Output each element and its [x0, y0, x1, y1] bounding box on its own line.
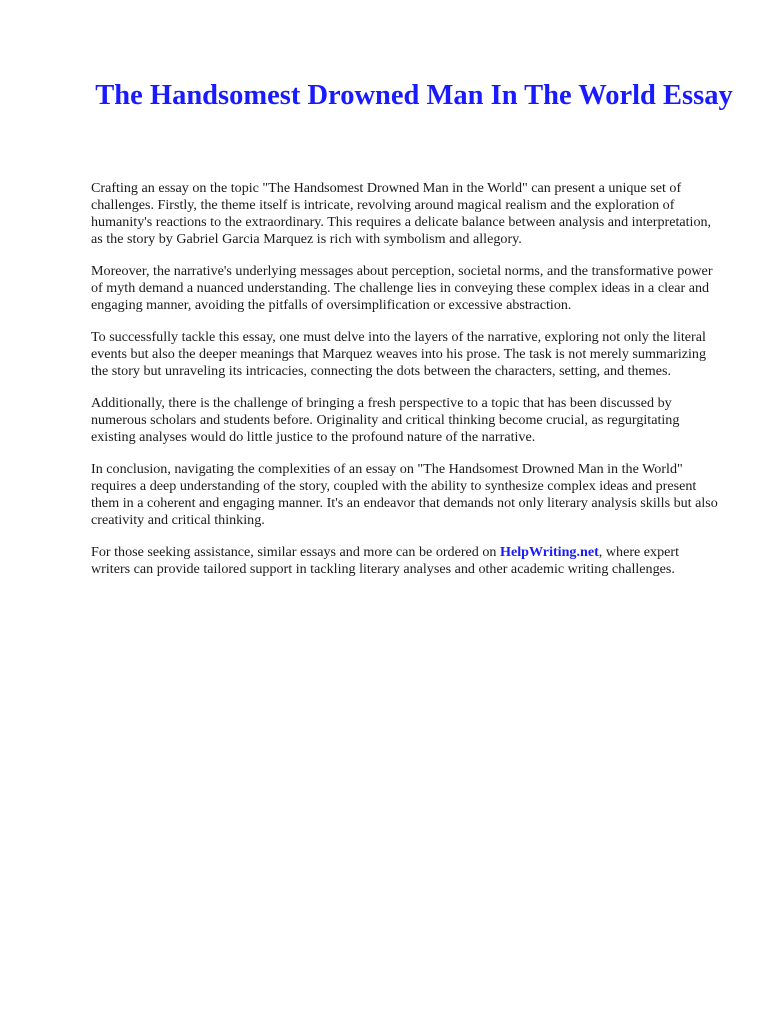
closing-text-before-link: For those seeking assistance, similar essays and more can be ordered on: [91, 544, 500, 560]
paragraph-conclusion: In conclusion, navigating the complexities of an essay on "The Handsomest Drowned Man in the World" requires a deep understanding of the story, coupled with the ability to synthesize complex ideas and present them in a coherent and engaging manner. It's an endeavor that demands not only literary analysis skills but also creativity and critical thinking.: [91, 461, 718, 528]
helpwriting-link[interactable]: HelpWriting.net: [500, 544, 599, 560]
paragraph-approach: To successfully tackle this essay, one must delve into the layers of the narrative, exploring not only the literal events but also the deeper meanings that Marquez weaves into his prose. The task is not merely summarizing the story but unraveling its intricacies, connecting the dots between the characters, setting, and themes.: [91, 329, 707, 379]
paragraph-originality: Additionally, there is the challenge of bringing a fresh perspective to a topic that has been discussed by numerous scholars and students before. Originality and critical thinking become crucial, as regurgitating existing analyses would do little justice to the profound nature of the narrative.: [91, 395, 680, 445]
document-body: [91, 180, 721, 593]
document-title: The Handsomest Drowned Man In The World Essay: [95, 80, 733, 111]
paragraph-narrative-messages: Moreover, the narrative's underlying messages about perception, societal norms, and the transformative power of myth demand a nuanced understanding. The challenge lies in conveying these complex ideas in a clear and engaging manner, avoiding the pitfalls of oversimplification or excessive abstraction.: [91, 263, 713, 313]
paragraph-closing: [91, 544, 721, 578]
closing-text-after-link: , where expert writers can provide tailored support in tackling literary analyses and other academic writing challenges.: [91, 544, 680, 577]
paragraph-intro: Crafting an essay on the topic "The Handsomest Drowned Man in the World" can present a unique set of challenges. Firstly, the theme itself is intricate, revolving around magical realism and the exploration of humanity's reactions to the extraordinary. This requires a delicate balance between analysis and interpretation, as the story by Gabriel Garcia Marquez is rich with symbolism and allegory.: [91, 180, 712, 247]
